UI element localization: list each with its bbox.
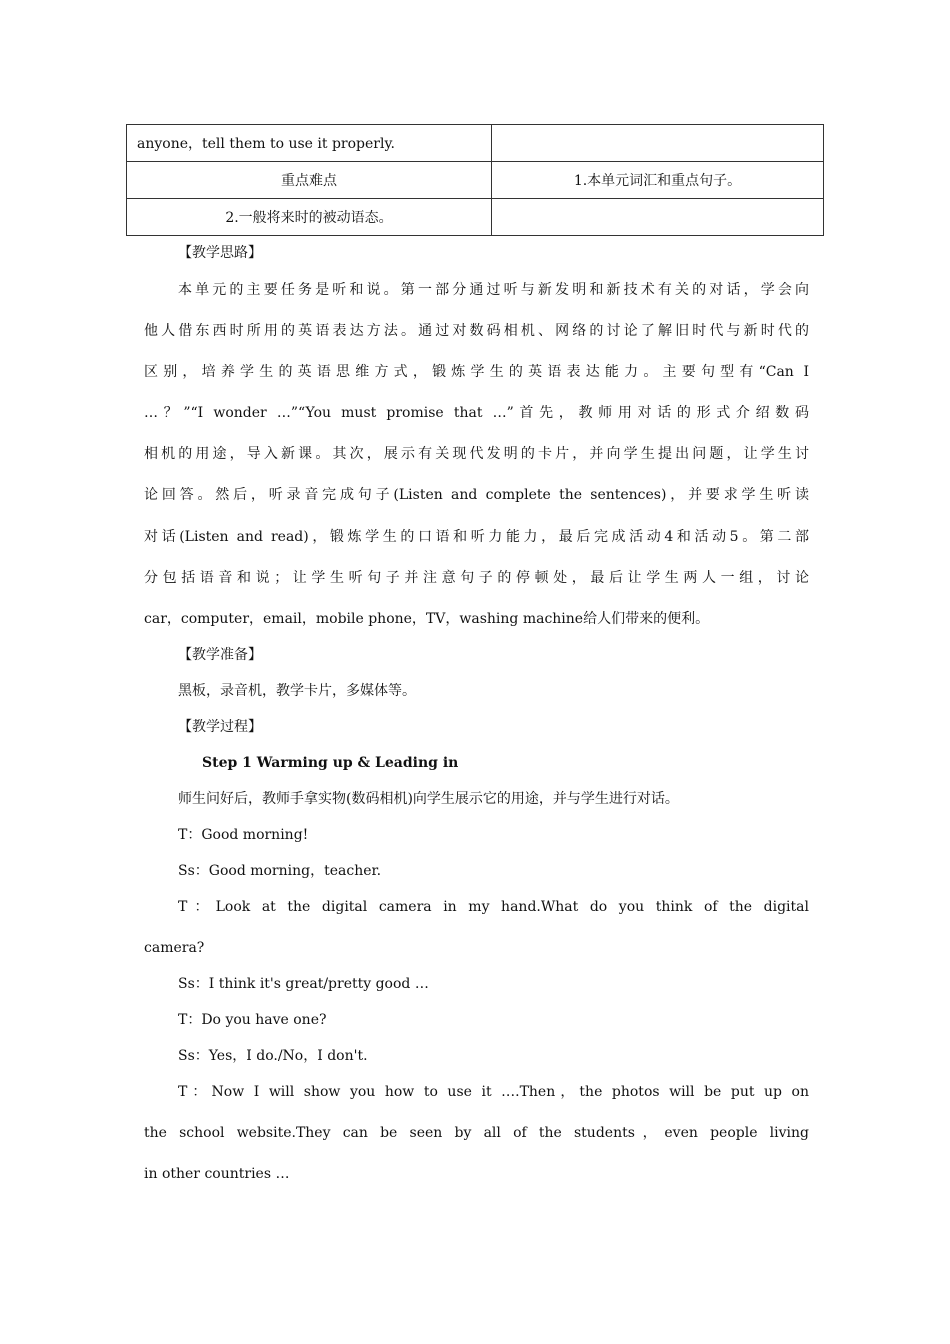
table-cell-key-points-1: 1.本单元词汇和重点句子。 [492, 162, 824, 199]
paragraph-line: 他人借东西时所用的英语表达方法。通过对数码相机、网络的讨论了解旧时代与新时代的 [144, 323, 809, 339]
preparation-text: 黑板，录音机，教学卡片，多媒体等。 [178, 683, 416, 699]
table-row [127, 162, 824, 199]
dialogue-line: the school website.They can be seen by all of the students，even people living [144, 1125, 809, 1141]
paragraph-line: 相机的用途，导入新课。其次，展示有关现代发明的卡片，并向学生提出问题，让学生讨 [144, 446, 809, 462]
dialogue-line: in other countries … [144, 1166, 290, 1182]
dialogue-line: T：Good morning! [178, 827, 309, 843]
paragraph-line: …？”“I wonder …”“You must promise that …”首先，教师用对话的形式介绍数码 [144, 405, 809, 421]
table-cell [492, 125, 824, 162]
paragraph-line: 分包括语音和说；让学生听句子并注意句子的停顿处，最后让学生两人一组，讨论 [144, 570, 809, 586]
table-cell-key-points-label: 重点难点 [127, 162, 492, 199]
dialogue-line: T：Do you have one? [178, 1012, 327, 1028]
dialogue-line: T：Look at the digital camera in my hand.What do you think of the digital [178, 899, 809, 915]
table-cell-key-points-2: 2.一般将来时的被动语态。 [127, 199, 492, 236]
dialogue-line: Ss：I think it's great/pretty good … [178, 976, 429, 992]
paragraph-line: 论回答。然后，听录音完成句子(Listen and complete the sentences)，并要求学生听读 [144, 487, 809, 503]
dialogue-line: T：Now I will show you how to use it ….Then，the photos will be put up on [178, 1084, 809, 1100]
paragraph-line: 区别，培养学生的英语思维方式，锻炼学生的英语表达能力。主要句型有“Can I [144, 364, 809, 380]
table-cell [492, 199, 824, 236]
table-cell: anyone，tell them to use it properly. [127, 125, 492, 162]
dialogue-line: Ss：Yes，I do./No，I don't. [178, 1048, 368, 1064]
section-heading-teaching-ideas: 【教学思路】 [178, 245, 262, 261]
paragraph-line: 对话(Listen and read)，锻炼学生的口语和听力能力，最后完成活动4和活动5。第二部 [144, 529, 809, 545]
objectives-table [126, 124, 824, 236]
dialogue-line: Ss：Good morning，teacher. [178, 863, 382, 879]
section-heading-process: 【教学过程】 [178, 719, 262, 735]
step-title: Step 1 Warming up & Leading in [202, 755, 459, 771]
section-heading-preparation: 【教学准备】 [178, 647, 262, 663]
step-intro: 师生问好后，教师手拿实物(数码相机)向学生展示它的用途，并与学生进行对话。 [178, 791, 679, 807]
paragraph-line: 本单元的主要任务是听和说。第一部分通过听与新发明和新技术有关的对话，学会向 [178, 282, 809, 298]
table-row [127, 125, 824, 162]
paragraph-line: car，computer，email，mobile phone，TV，washing machine给人们带来的便利。 [144, 611, 710, 627]
dialogue-line: camera? [144, 940, 205, 956]
table-row [127, 199, 824, 236]
